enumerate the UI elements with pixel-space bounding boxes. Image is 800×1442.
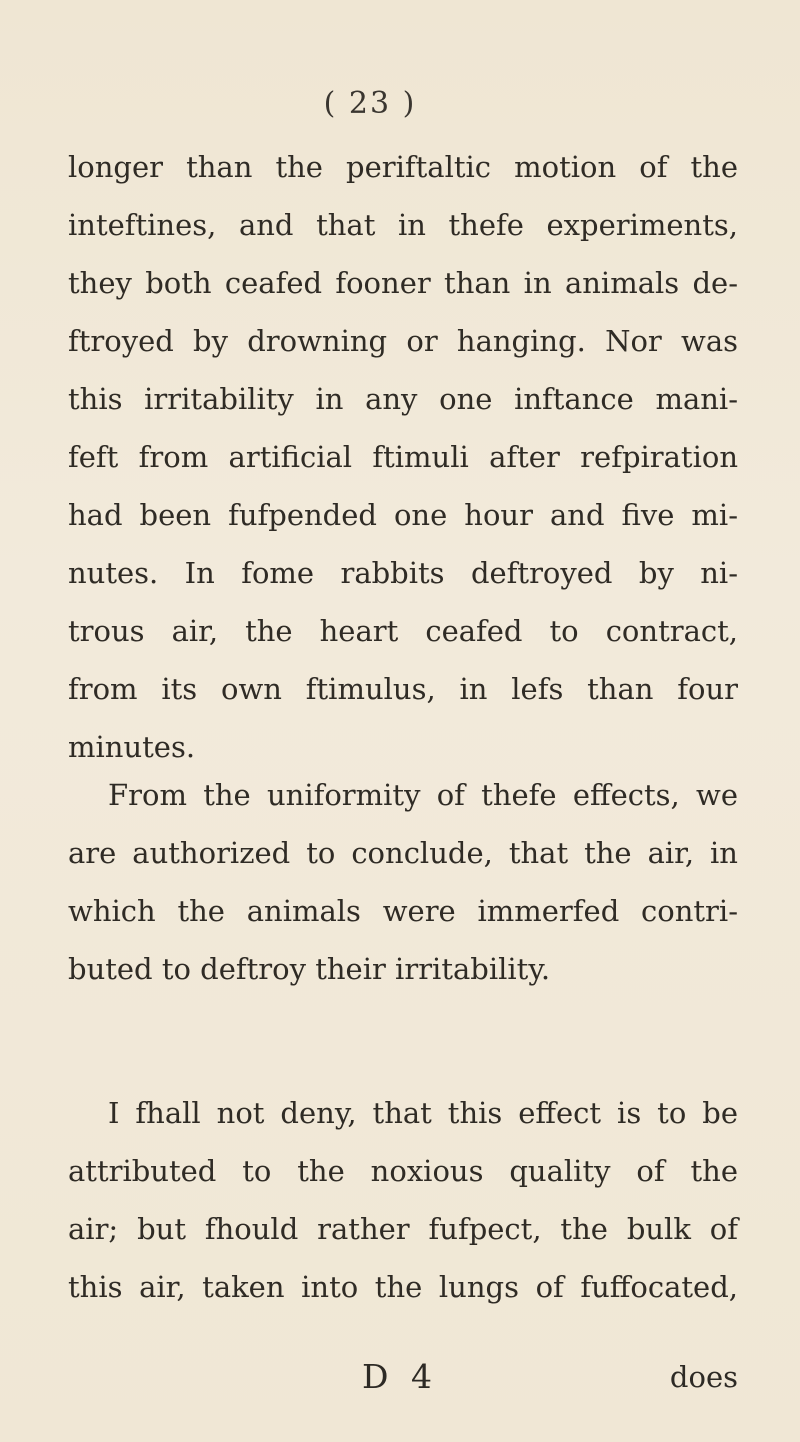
text-line: are authorized to conclude, that the air, in xyxy=(68,836,738,870)
text-line: this irritability in any one inftance mani- xyxy=(68,382,738,416)
text-line: they both ceafed fooner than in animals de- xyxy=(68,266,738,300)
text-line: longer than the periftaltic motion of the xyxy=(68,150,738,184)
text-line: minutes. xyxy=(68,730,196,764)
catchword: does xyxy=(669,1360,738,1394)
signature-mark: D 4 xyxy=(362,1357,438,1396)
text-line: inteftines, and that in thefe experiments, xyxy=(68,208,738,242)
text-line: ftroyed by drowning or hanging. Nor was xyxy=(68,324,738,358)
page-footer xyxy=(68,1348,738,1406)
text-line: trous air, the heart ceafed to contract, xyxy=(68,614,738,648)
text-line: from its own ftimulus, in lefs than four xyxy=(68,672,738,706)
text-line: nutes. In fome rabbits deftroyed by ni- xyxy=(68,556,738,590)
text-line: attributed to the noxious quality of the xyxy=(68,1154,738,1188)
text-line: feft from artificial ftimuli after refpiration xyxy=(68,440,738,474)
paragraph-2 xyxy=(68,766,738,998)
paragraph-3 xyxy=(68,1084,738,1316)
text-line: which the animals were immerfed contri- xyxy=(68,894,738,928)
text-line: From the uniformity of thefe effects, we xyxy=(108,778,738,812)
text-line: had been fufpended one hour and five mi- xyxy=(68,498,738,532)
text-line: this air, taken into the lungs of fuffocated, xyxy=(68,1270,738,1304)
page-number: ( 23 ) xyxy=(323,86,417,121)
text-line: buted to deftroy their irritability. xyxy=(68,952,551,986)
paragraph-1 xyxy=(68,138,738,776)
text-line: I fhall not deny, that this effect is to be xyxy=(108,1096,738,1130)
text-line: air; but fhould rather fufpect, the bulk of xyxy=(68,1212,738,1246)
